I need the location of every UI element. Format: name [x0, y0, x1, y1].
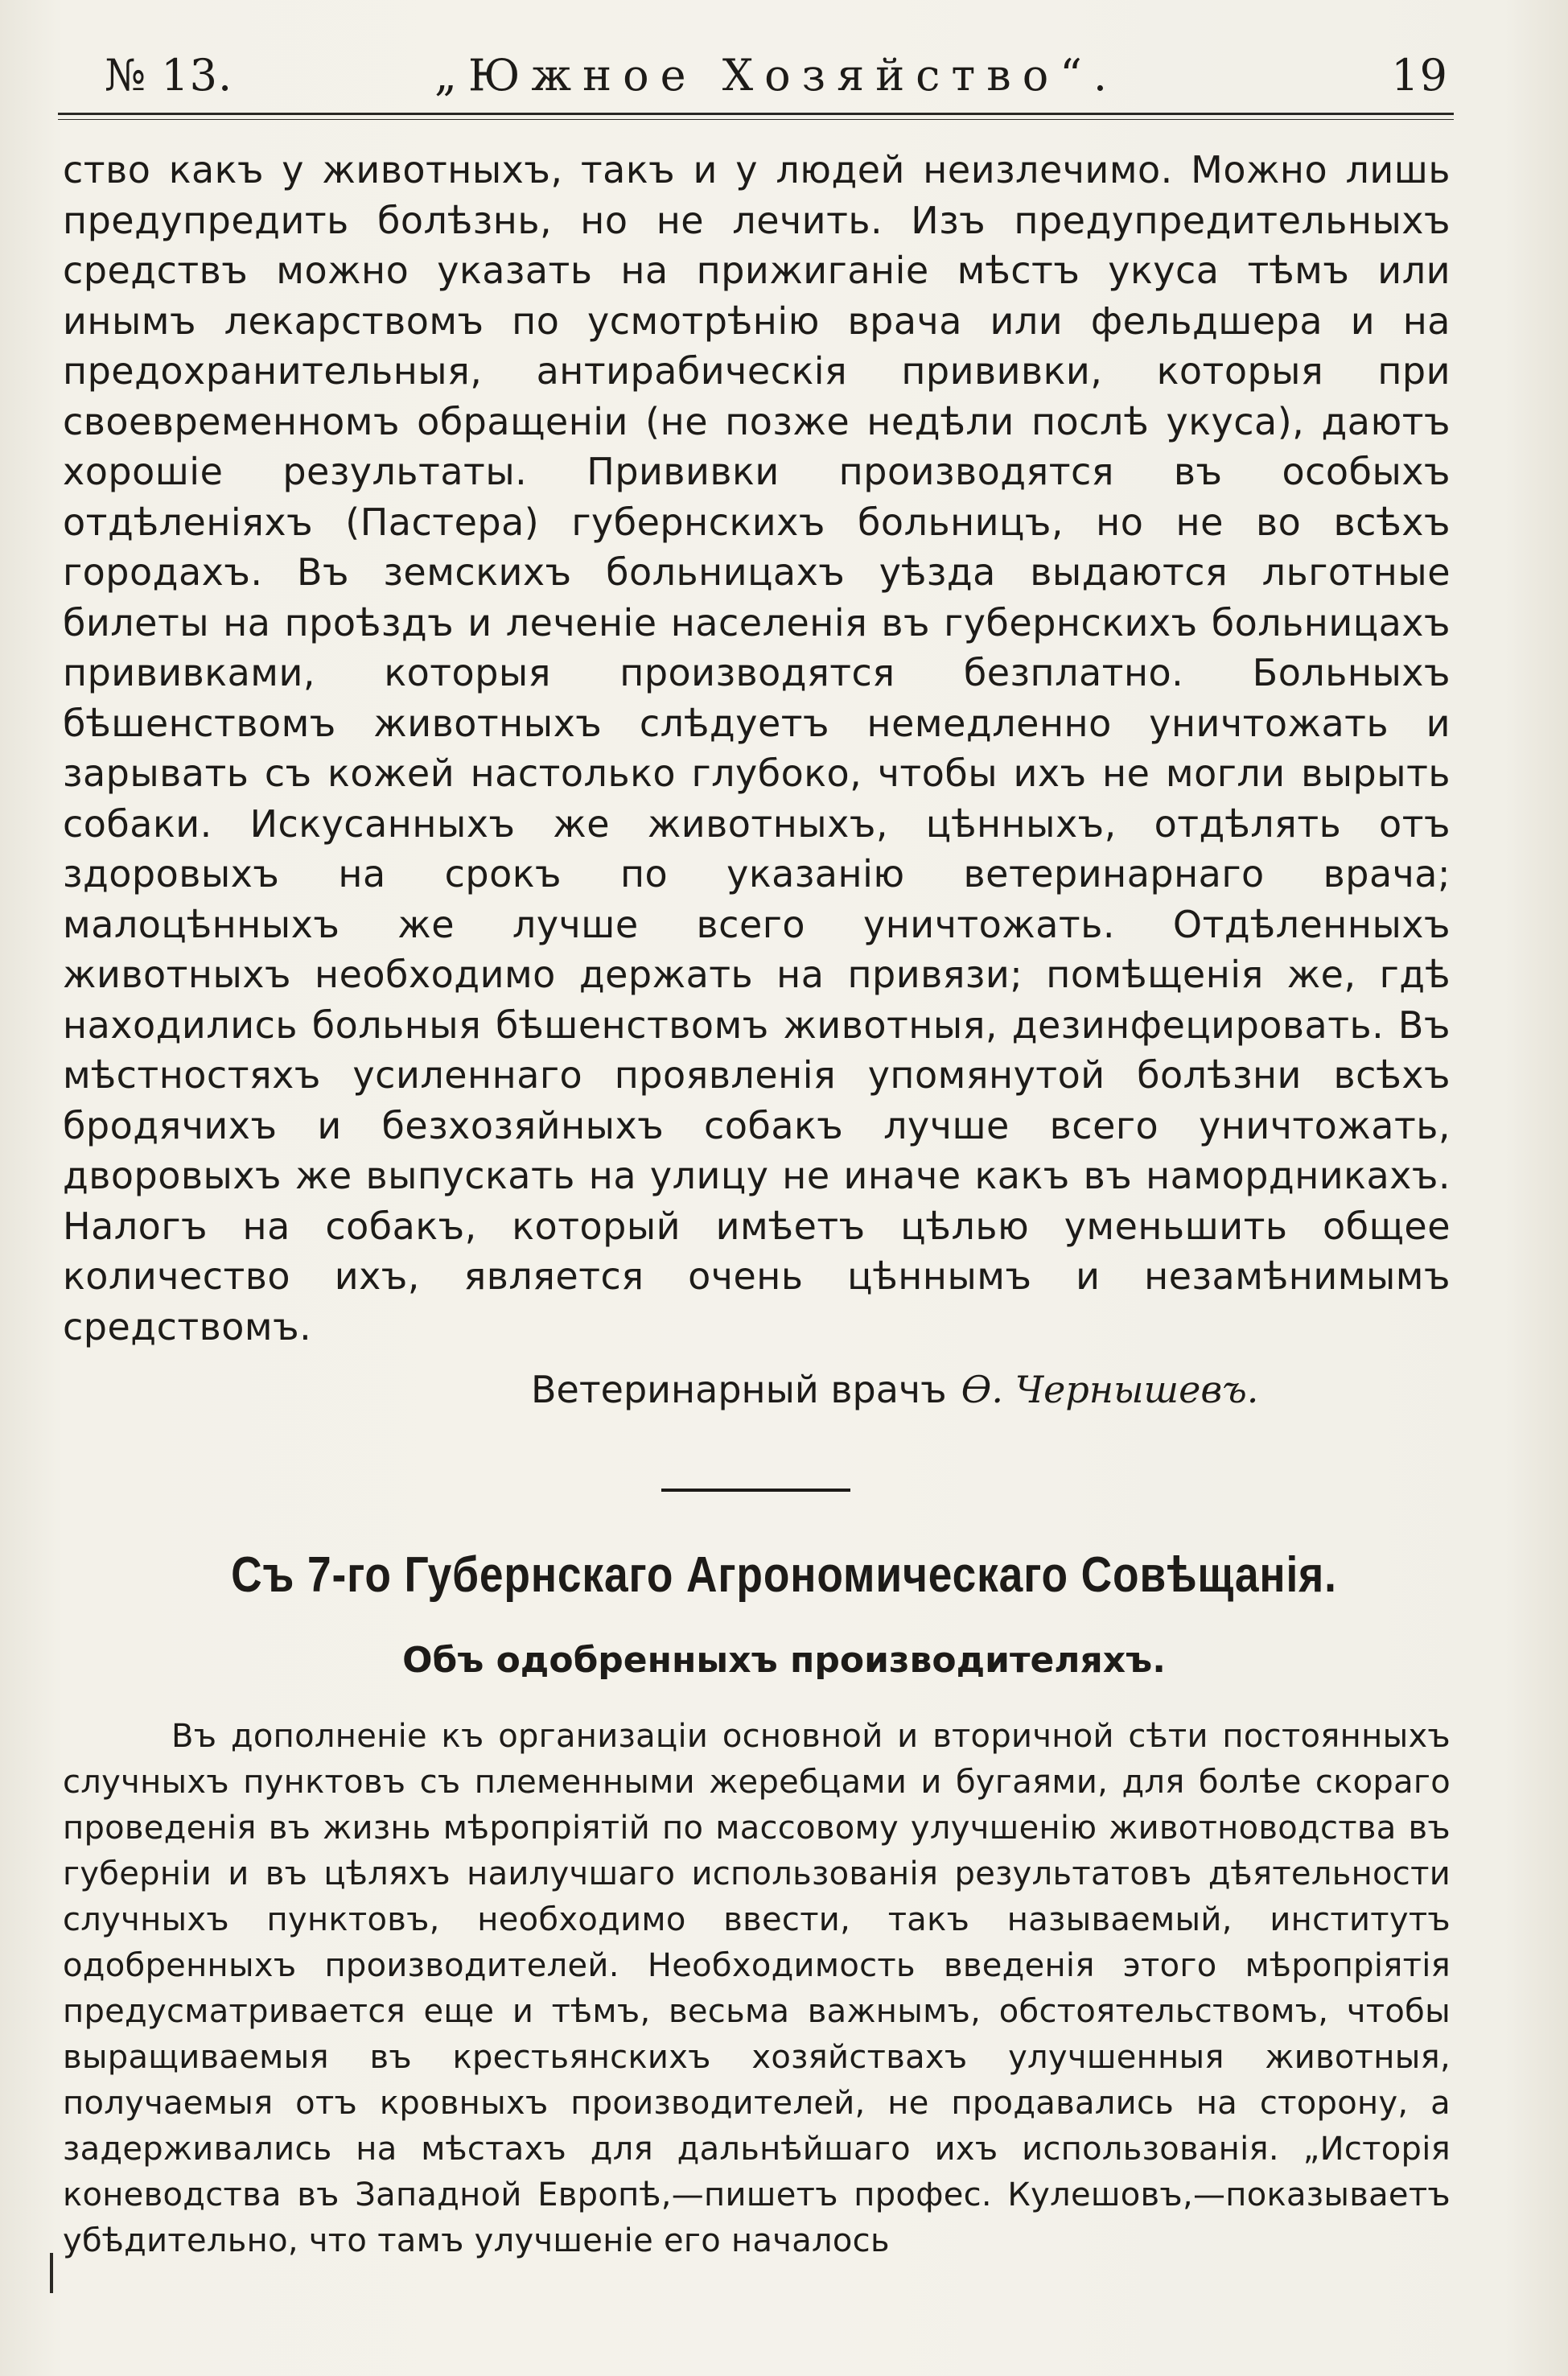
signature-name: Ѳ. Чернышевъ. [961, 1368, 1259, 1411]
article-continuation [63, 145, 1451, 1352]
section-divider [661, 1489, 850, 1492]
page-number: 19 [1391, 50, 1448, 101]
signature-line [531, 1368, 1416, 1411]
issue-number: № 13. [105, 50, 233, 101]
signature-role: Ветеринарный врачъ [531, 1368, 947, 1411]
section-subtitle: Объ одобренныхъ производителяхъ. [402, 1640, 1166, 1681]
header-rule-thin [58, 119, 1454, 120]
running-header [56, 50, 1448, 108]
section-body [63, 1714, 1451, 2264]
section-paragraph: Въ дополненіе къ организаціи основной и вторичной сѣти постоянныхъ случныхъ пунктовъ съ племенными жеребцами и бугаями, для болѣе скораго проведенія въ жизнь мѣропріятій по массовому улучшенію животноводства въ губерніи и въ цѣляхъ наилучшаго использованія результатовъ дѣятельности случныхъ пунктовъ, необходимо ввести, такъ называемый, институтъ одобренныхъ производителей. Необходимость введенія этого мѣропріятія предусматривается еще и тѣмъ, весьма важнымъ, обстоятельствомъ, чтобы выращиваемыя въ крестьянскихъ хозяйствахъ улучшенныя животныя, получаемыя отъ кровныхъ производителей, не продавались на сторону, а задерживались на мѣстахъ для дальнѣйшаго ихъ использованія. „Исторія коневодства въ Западной Европѣ,—пишетъ профес. Кулешовъ,—показываетъ убѣдительно, что тамъ улучшеніе его началось [63, 1718, 1451, 2259]
article-paragraph: ство какъ у животныхъ, такъ и у людей неизлечимо. Можно лишь предупредить болѣзнь, но не лечить. Изъ предупредительныхъ средствъ можно указать на прижиганіе мѣстъ укуса тѣмъ или инымъ лекарствомъ по усмотрѣнію врача или фельдшера и на предохранительныя, антирабическія прививки, которыя при своевременномъ обращеніи (не позже недѣли послѣ укуса), даютъ хорошіе результаты. Прививки производятся въ особыхъ отдѣленіяхъ (Пастера) губернскихъ больницъ, но не во всѣхъ городахъ. Въ земскихъ больницахъ уѣзда выдаются льготные билеты на проѣздъ и леченіе населенія въ губернскихъ больницахъ прививками, которыя производятся безплатно. Больныхъ бѣшенствомъ животныхъ слѣдуетъ немедленно уничтожать и зарывать съ кожей настолько глубоко, чтобы ихъ не могли вырыть собаки. Искусанныхъ же животныхъ, цѣнныхъ, отдѣлять отъ здоровыхъ на срокъ по указанію ветеринарнаго врача; малоцѣнныхъ же лучше всего уничтожать. Отдѣленныхъ животныхъ необходимо держать на привязи; помѣщенія же, гдѣ находились больныя бѣшенствомъ животныя, дезинфецировать. Въ мѣстностяхъ усиленнаго проявленія упомянутой болѣзни всѣхъ бродячихъ и безхозяйныхъ собакъ лучше всего уничтожать, дворовыхъ же выпускать на улицу не иначе какъ въ намордникахъ. Налогъ на собакъ, который имѣетъ цѣлью уменьшить общее количество ихъ, является очень цѣннымъ и незамѣнимымъ средствомъ. [63, 148, 1451, 1349]
section-title: Съ 7-го Губернскаго Агрономическаго Совѣщанія. [231, 1547, 1337, 1603]
journal-title: „Южное Хозяйство“. [434, 50, 1118, 101]
header-rule [58, 113, 1454, 115]
scan-edge-mark [50, 2253, 53, 2293]
